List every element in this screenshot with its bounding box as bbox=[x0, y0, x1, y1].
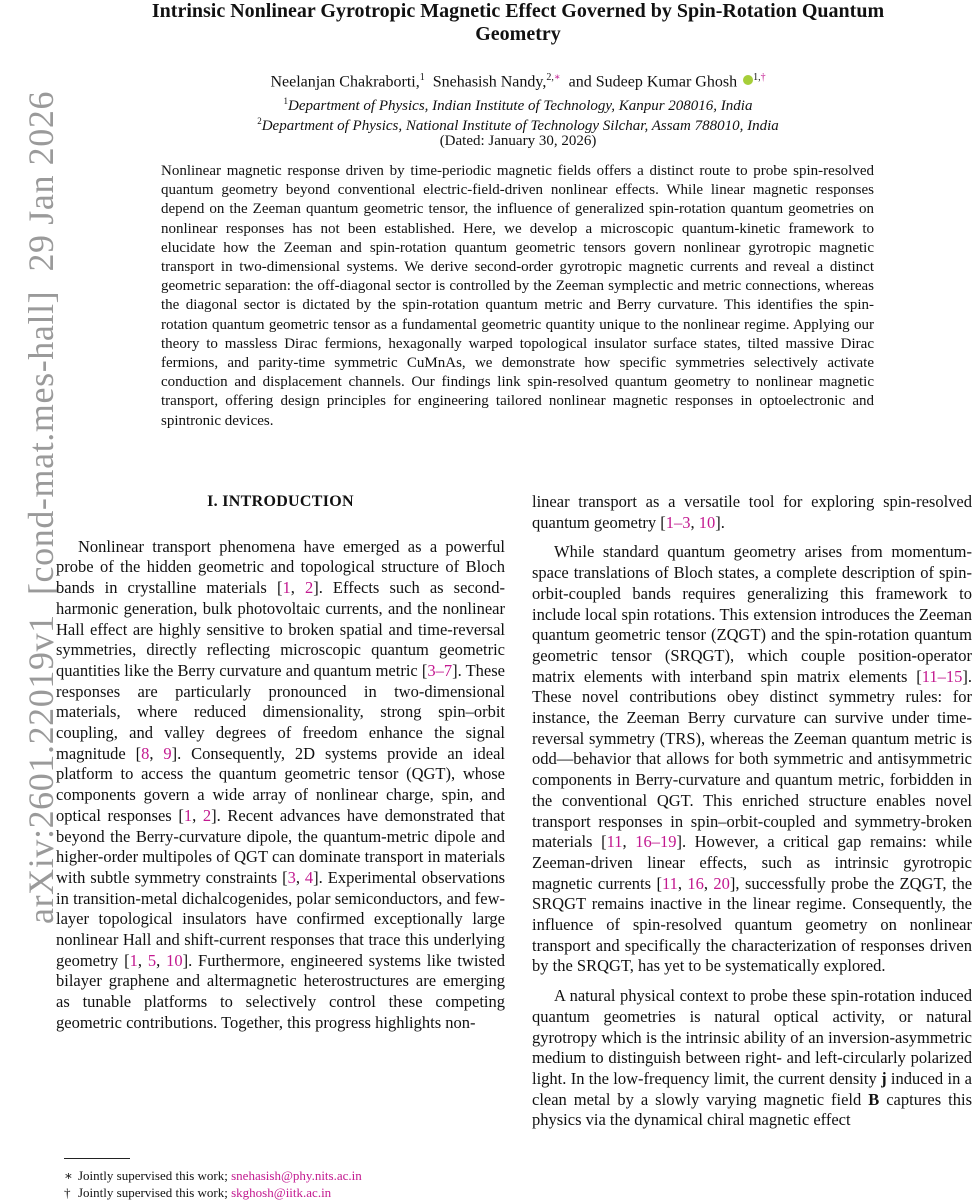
intro-paragraph-1: Nonlinear transport phenomena have emerged as a powerful probe of the hidden geometric and topological structure of Bloch bands in crystalline materials [1, 2]. Effects such as second-harmonic generation, bulk photovoltaic currents, and the nonlinear Hall effect are highly sensitive to broken spatial and time-reversal symmetries, directly reflecting microscopic quantum geometric quantities like the Berry curvature and quantum metric [3–7]. These responses are particularly pronounced in two-dimensional materials, where reduced dimensionality, strong spin–orbit coupling, and valley degrees of freedom enhance the signal magnitude [8, 9]. Consequently, 2D systems provide an ideal platform to access the quantum geometric tensor (QGT), whose components govern a wide array of nonlinear charge, spin, and optical responses [1, 2]. Recent advances have demonstrated that beyond the Berry-curvature dipole, the quantum-metric dipole and higher-order multipoles of QGT can dominate transport in materials with subtle symmetry constraints [3, 4]. Experimental observations in transition-metal dichalcogenides, polar semiconductors, and few-layer topological insulators have confirmed exceptionally large nonlinear Hall and shift-current responses that trace this underlying geometry [1, 5, 10]. Furthermore, engineered systems like twisted bilayer graphene and altermagnetic heterostructures are emerging as tunable platforms to selectively control these competing geometric contributions. Together, this progress highlights non- bbox=[56, 536, 506, 1032]
paper-title bbox=[56, 0, 972, 46]
citation-link[interactable]: 8 bbox=[141, 743, 150, 763]
citation-link[interactable]: 5 bbox=[147, 950, 157, 970]
intro-paragraph-3: A natural physical context to probe these spin-rotation induced quantum geometries is natural optical activity, or natural gyrotropy which is the intrinsic ability of an inversion-asymmetric medium to distinguish between right- and left-circularly polarized light. In the low-frequency limit, the current density j induced in a clean metal by a slowly varying magnetic field B captures this physics via the dynamical chiral magnetic effect bbox=[532, 986, 972, 1130]
intro-paragraph-2: While standard quantum geometry arises from momentum-space translations of Bloch states, a complete description of spin-orbit-coupled bands requires generalizing this framework to include local spin rotations. This extension introduces the Zeeman quantum geometric tensor (ZQGT) and the spin-rotation quantum geometric tensor (SRQGT), which couple position-operator matrix elements with interband spin matrix elements [11–15]. These novel contributions obey distinct symmetry rules: for instance, the Zeeman Berry curvature can survive under time-reversal symmetry (TRS), whereas the Zeeman quantum metric is odd—behavior that allows for both symmetric and antisymmetric components in Berry-curvature and quantum metric, forbidden in the conventional QGT. This enriched structure enables novel transport responses in spin–orbit-coupled and symmetry-broken materials [11, 16–19]. However, a critical gap remains: while Zeeman-driven linear effects, such as intrinsic gyrotropic magnetic currents [11, 16, 20], successfully probe the ZQGT, the SRQGT remains inactive in the linear regime. Consequently, the influence of spin-resolved quantum geometry on nonlinear transport and specifically the characterization of responses driven by the SRQGT, has yet to be systematically explored. bbox=[532, 542, 972, 976]
citation-link[interactable]: 1 bbox=[129, 950, 138, 970]
footnote-mark: ∗ bbox=[64, 1168, 73, 1183]
footnote-link[interactable]: † bbox=[760, 72, 766, 83]
citation-link[interactable]: 16 bbox=[687, 873, 704, 893]
author-name: Snehasish Nandy, bbox=[432, 73, 547, 91]
citation-link[interactable]: 11–15 bbox=[921, 666, 963, 686]
intro-paragraph-continued: linear transport as a versatile tool for exploring spin-resolved quantum geometry [1–3, 10]. bbox=[532, 492, 972, 532]
footnote-1 bbox=[64, 1167, 504, 1184]
footnote-divider bbox=[64, 1158, 130, 1159]
section-heading: I. INTRODUCTION bbox=[207, 493, 354, 510]
title-line-1: Intrinsic Nonlinear Gyrotropic Magnetic Effect Governed by Spin-Rotation Quantum bbox=[151, 0, 885, 22]
citation-link[interactable]: 2 bbox=[202, 805, 212, 825]
author-conjunction: and bbox=[568, 73, 592, 91]
citation-link[interactable]: 11 bbox=[661, 873, 678, 893]
citation-link[interactable]: 9 bbox=[163, 743, 172, 763]
affiliation-number: 1 bbox=[283, 96, 289, 106]
citation-link[interactable]: 4 bbox=[304, 867, 314, 887]
left-column bbox=[56, 492, 505, 1034]
author-name: Sudeep Kumar Ghosh bbox=[595, 73, 738, 91]
citation-link[interactable]: 11 bbox=[606, 832, 623, 852]
footnote-2 bbox=[64, 1184, 504, 1201]
footnote-text: Jointly supervised this work; bbox=[78, 1185, 232, 1200]
bold-symbol: B bbox=[868, 1089, 880, 1109]
affiliation-text: Department of Physics, Indian Institute of Technology, Kanpur 208016, India bbox=[288, 98, 753, 114]
affiliation-text: Department of Physics, National Institute of Technology Silchar, Assam 788010, India bbox=[261, 118, 779, 134]
title-line-2: Geometry bbox=[475, 23, 561, 45]
citation-link[interactable]: 2 bbox=[304, 578, 314, 598]
abstract: Nonlinear magnetic response driven by time-periodic magnetic fields offers a distinct route to probe spin-resolved quantum geometry beyond conventional electric-field-driven nonlinear effects. While linear magnetic responses depend on the Zeeman quantum geometric tensor, the influence of generalized spin-rotation quantum geometries on nonlinear responses has not been established. Here, we develop a microscopic quantum-kinetic framework to elucidate how the Zeeman and spin-rotation quantum geometric tensors govern nonlinear gyrotropic magnetic transport in two-dimensional systems. We derive second-order gyrotropic magnetic currents and reveal a distinct geometric separation: the off-diagonal sector is controlled by the Zeeman symplectic and metric connections, whereas the diagonal sector is dictated by the spin-rotation quantum metric and Berry curvature. This identifies the spin-rotation quantum geometric tensor as a fundamental geometric quantity unique to the nonlinear regime. Applying our theory to massless Dirac fermions, hexagonally warped topological insulator surface states, tilted massive Dirac fermions, and parity-time symmetric CuMnAs, we demonstrate how specific symmetries selectively activate conduction and displacement channels. Our findings link spin-resolved quantum geometry to nonlinear magnetic transport, offering design principles for engineering tailored nonlinear magnetic responses in optoelectronic and spintronic devices. bbox=[161, 163, 874, 429]
footnote-link[interactable]: ∗ bbox=[553, 72, 561, 83]
email-link[interactable]: skghosh@iitk.ac.in bbox=[231, 1185, 332, 1200]
citation-link[interactable]: 16–19 bbox=[635, 832, 677, 852]
citation-link[interactable]: 3 bbox=[287, 867, 296, 887]
citation-link[interactable]: 3–7 bbox=[427, 660, 453, 680]
citation-link[interactable]: 1 bbox=[282, 578, 291, 598]
footnote-mark: † bbox=[64, 1185, 71, 1200]
affiliation-number: 2 bbox=[257, 116, 262, 126]
affiliation-marker: 1, bbox=[753, 72, 761, 83]
arxiv-identifier: arXiv:2601.22019v1 [cond-mat.mes-hall] 29 Jan 2026 bbox=[21, 90, 61, 924]
footnotes bbox=[64, 1167, 504, 1201]
footnote-text: Jointly supervised this work; bbox=[78, 1168, 232, 1183]
bold-symbol: j bbox=[881, 1068, 887, 1088]
citation-link[interactable]: 10 bbox=[166, 950, 183, 970]
orcid-icon[interactable] bbox=[743, 75, 753, 85]
citation-link[interactable]: 10 bbox=[698, 512, 716, 532]
citation-link[interactable]: 20 bbox=[713, 873, 730, 893]
right-column bbox=[532, 492, 972, 1131]
affiliation-marker: 2, bbox=[546, 72, 554, 83]
citation-link[interactable]: 1–3 bbox=[665, 512, 691, 532]
author-list bbox=[56, 68, 972, 92]
email-link[interactable]: snehasish@phy.nits.ac.in bbox=[231, 1168, 362, 1183]
date-line: (Dated: January 30, 2026) bbox=[439, 133, 597, 149]
author-name: Neelanjan Chakraborti, bbox=[270, 73, 420, 91]
affiliation-marker: 1 bbox=[419, 72, 425, 83]
citation-link[interactable]: 1 bbox=[183, 805, 193, 825]
